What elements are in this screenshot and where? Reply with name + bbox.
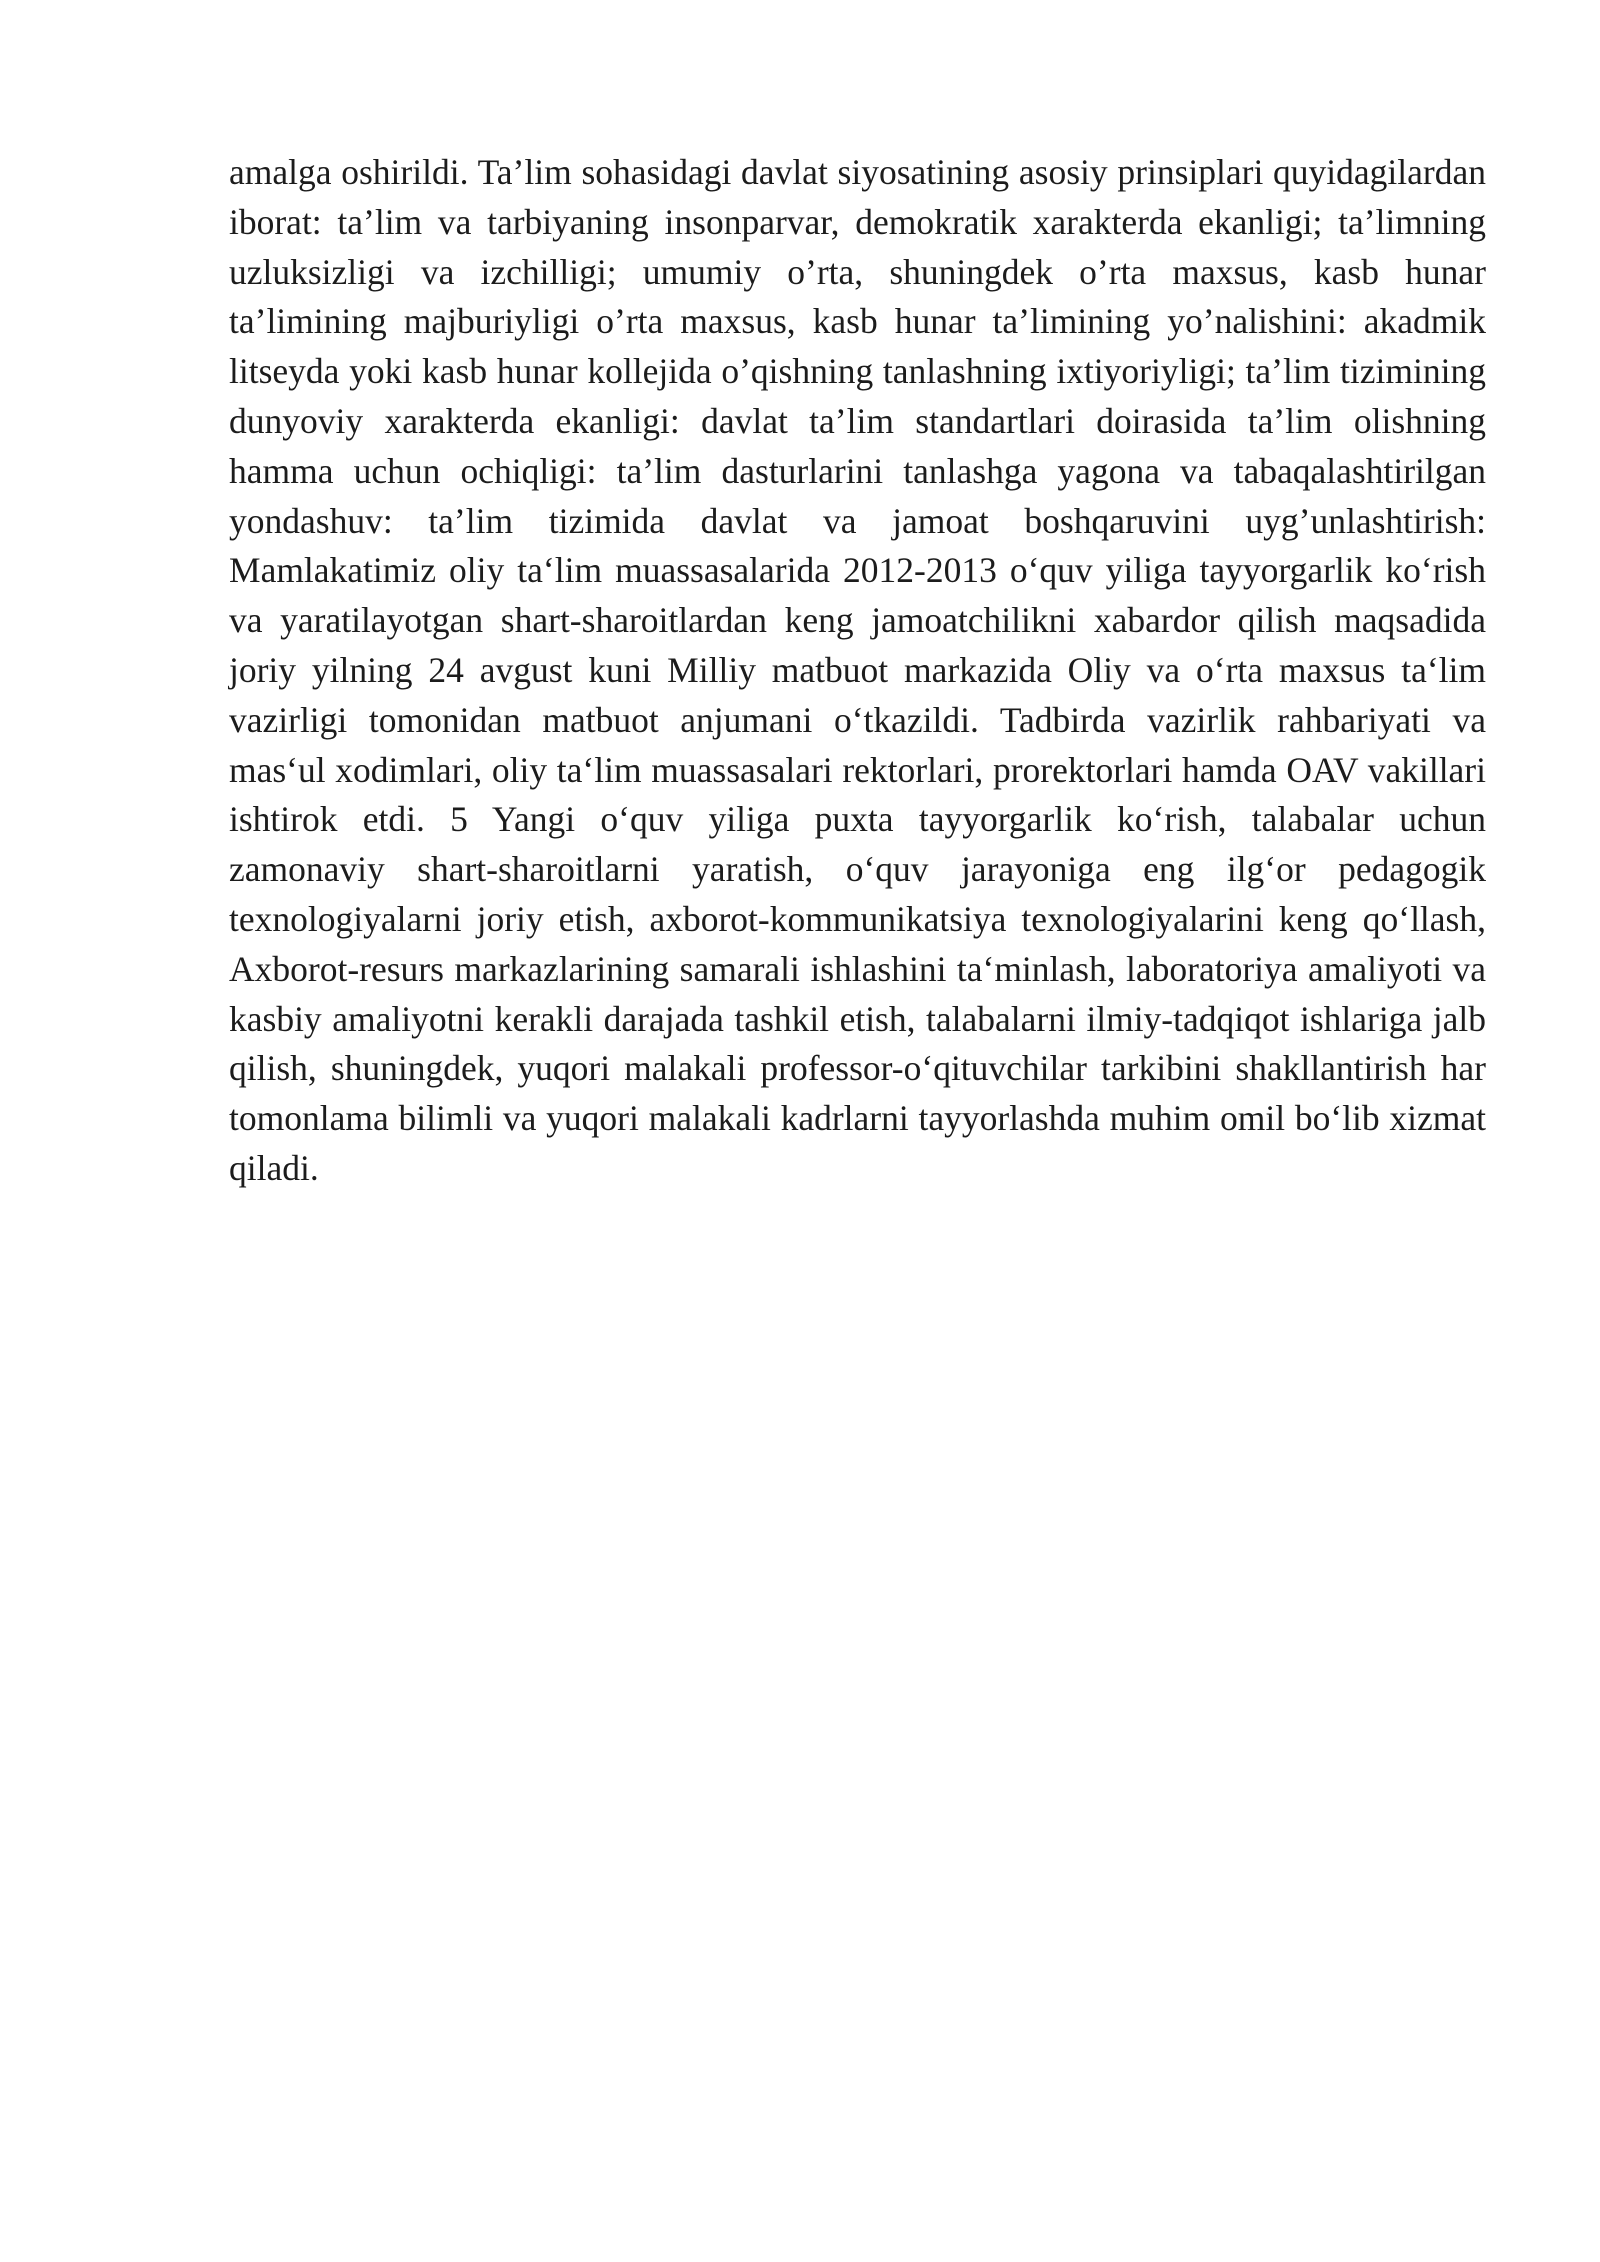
body-paragraph: amalga oshirildi. Ta’lim sohasidagi davlat siyosatining asosiy prinsiplari quyidagilardan iborat: ta’lim va tarbiyaning insonparvar, demokratik xarakterda ekanligi; ta’limning uzluksizligi va izchilligi; umumiy o’rta, shuningdek o’rta maxsus, kasb hunar ta’limining majburiyligi o’rta maxsus, kasb hunar ta’limining yo’nalishini: akadmik litseyda yoki kasb hunar kollejida o’qishning tanlashning ixtiyoriyligi; ta’lim tizimining dunyoviy xarakterda ekanligi: davlat ta’lim standartlari doirasida ta’lim olishning hamma uchun ochiqligi: ta’lim dasturlarini tanlashga yagona va tabaqalashtirilgan yondashuv: ta’lim tizimida davlat va jamoat boshqaruvini uyg’unlashtirish: Mamlakatimiz oliy ta‘lim muassasalarida 2012-2013 o‘quv yiliga tayyorgarlik ko‘rish va yaratilayotgan shart-sharoitlardan keng jamoatchilikni xabardor qilish maqsadida joriy yilning 24 avgust kuni Milliy matbuot markazida Oliy va o‘rta maxsus ta‘lim vazirligi tomonidan matbuot anjumani o‘tkazildi. Tadbirda vazirlik rahbariyati va mas‘ul xodimlari, oliy ta‘lim muassasalari rektorlari, prorektorlari hamda OAV vakillari ishtirok etdi. 5 Yangi o‘quv yiliga puxta tayyorgarlik ko‘rish, talabalar uchun zamonaviy shart-sharoitlarni yaratish, o‘quv jarayoniga eng ilg‘or pedagogik texnologiyalarni joriy etish, axborot-kommunikatsiya texnologiyalarini keng qo‘llash, Axborot-resurs markazlarining samarali ishlashini ta‘minlash, laboratoriya amaliyoti va kasbiy amaliyotni kerakli darajada tashkil etish, talabalarni ilmiy-tadqiqot ishlariga jalb qilish, shuningdek, yuqori malakali professor-o‘qituvchilar tarkibini shakllantirish har tomonlama bilimli va yuqori malakali kadrlarni tayyorlashda muhim omil bo‘lib xizmat qiladi. (229, 152, 1486, 1188)
